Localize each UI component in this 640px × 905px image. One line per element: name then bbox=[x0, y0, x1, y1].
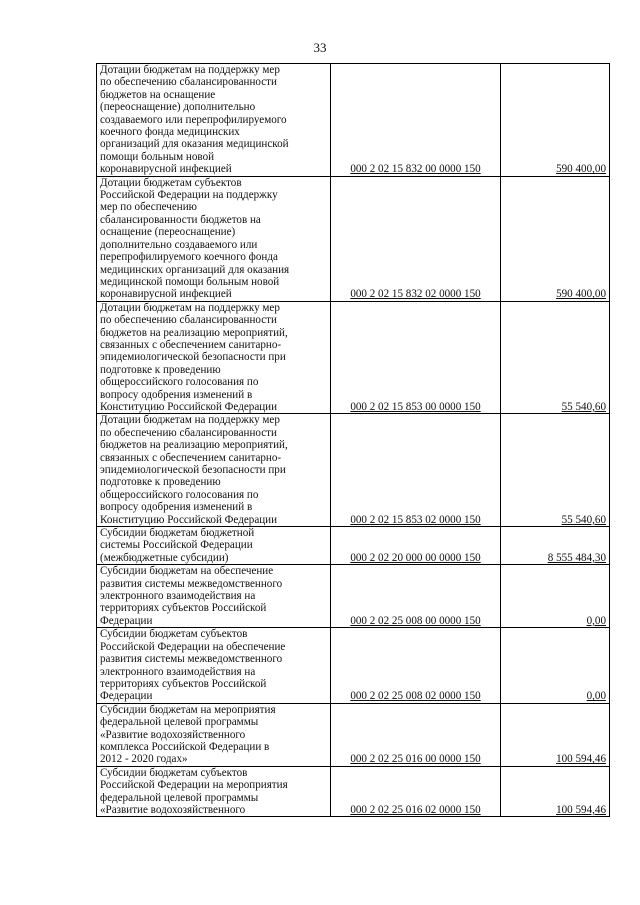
table-row bbox=[97, 176, 610, 301]
budget-revenue-table bbox=[96, 63, 610, 817]
amount-cell bbox=[501, 301, 610, 414]
revenue-name-cell bbox=[97, 565, 331, 628]
table-row bbox=[97, 703, 610, 766]
revenue-name-cell bbox=[97, 414, 331, 527]
table-row bbox=[97, 766, 610, 817]
revenue-name-cell bbox=[97, 628, 331, 703]
table-row bbox=[97, 414, 610, 527]
revenue-name: Субсидии бюджетам субъектов Российской Федерации на обеспечение развития системы межведомственного электронного взаимодействия на территориях субъектов Российской Федерации bbox=[100, 628, 286, 703]
revenue-name: Субсидии бюджетам на обеспечение развития системы межведомственного электронного взаимодействия на территориях субъектов Российской Федерации bbox=[100, 565, 283, 627]
budget-code-cell bbox=[331, 64, 501, 177]
revenue-name-cell bbox=[97, 703, 331, 766]
page-number: 33 bbox=[313, 40, 327, 55]
amount-value: 590 400,00 bbox=[556, 163, 606, 176]
budget-table-body bbox=[97, 64, 610, 817]
budget-code: 000 2 02 25 016 02 0000 150 bbox=[350, 803, 481, 816]
revenue-name: Дотации бюджетам на поддержку мер по обеспечению сбалансированности бюджетов на реализацию мероприятий, связанных с обеспечением санитарно- эпидемиологической безопасности при подготовке к проведению общероссийского голосования по вопросу одобрения изменений в Конституцию Российской Федерации bbox=[100, 301, 288, 413]
budget-code: 000 2 02 15 853 00 0000 150 bbox=[350, 400, 481, 413]
table-row bbox=[97, 64, 610, 177]
budget-code-cell bbox=[331, 703, 501, 766]
budget-code-cell bbox=[331, 176, 501, 301]
amount-cell bbox=[501, 703, 610, 766]
amount-value: 55 540,60 bbox=[561, 513, 606, 526]
table-row bbox=[97, 527, 610, 565]
revenue-name: Дотации бюджетам на поддержку мер по обеспечению сбалансированности бюджетов на оснащение (переоснащение) дополнительно создаваемого или перепрофилируемого коечного фонда медицинских организаций для оказания медицинской помощи больным новой коронавирусной инфекцией bbox=[100, 64, 289, 176]
budget-code-cell bbox=[331, 565, 501, 628]
budget-code-cell bbox=[331, 527, 501, 565]
amount-value: 8 555 484,30 bbox=[547, 551, 606, 564]
revenue-name: Дотации бюджетам на поддержку мер по обеспечению сбалансированности бюджетов на реализацию мероприятий, связанных с обеспечением санитарно- эпидемиологической безопасности при подготовке к проведению общероссийского голосования по вопросу одобрения изменений в Конституцию Российской Федерации bbox=[100, 414, 288, 526]
budget-code-cell bbox=[331, 628, 501, 703]
amount-value: 100 594,46 bbox=[556, 803, 606, 816]
amount-cell bbox=[501, 176, 610, 301]
table-row bbox=[97, 301, 610, 414]
amount-cell bbox=[501, 64, 610, 177]
amount-value: 55 540,60 bbox=[561, 400, 606, 413]
budget-code: 000 2 02 20 000 00 0000 150 bbox=[350, 551, 481, 564]
table-row bbox=[97, 565, 610, 628]
budget-code-cell bbox=[331, 414, 501, 527]
budget-code: 000 2 02 15 832 00 0000 150 bbox=[350, 163, 481, 176]
revenue-name-cell bbox=[97, 766, 331, 817]
amount-value: 0,00 bbox=[586, 614, 606, 627]
revenue-name-cell bbox=[97, 527, 331, 565]
budget-code-cell bbox=[331, 766, 501, 817]
amount-cell bbox=[501, 565, 610, 628]
budget-code: 000 2 02 25 008 02 0000 150 bbox=[350, 690, 481, 703]
revenue-name: Субсидии бюджетам на мероприятия федеральной целевой программы «Развитие водохозяйственного комплекса Российской Федерации в 2012 - 2020 годах» bbox=[100, 703, 276, 766]
budget-code: 000 2 02 25 008 00 0000 150 bbox=[350, 614, 481, 627]
budget-code-cell bbox=[331, 301, 501, 414]
budget-code: 000 2 02 25 016 00 0000 150 bbox=[350, 753, 481, 766]
revenue-name: Субсидии бюджетам бюджетной системы Российской Федерации (межбюджетные субсидии) bbox=[100, 527, 255, 564]
amount-value: 100 594,46 bbox=[556, 753, 606, 766]
amount-cell bbox=[501, 527, 610, 565]
budget-code: 000 2 02 15 853 02 0000 150 bbox=[350, 513, 481, 526]
amount-cell bbox=[501, 414, 610, 527]
amount-cell bbox=[501, 628, 610, 703]
amount-value: 0,00 bbox=[586, 690, 606, 703]
budget-code: 000 2 02 15 832 02 0000 150 bbox=[350, 288, 481, 301]
revenue-name: Субсидии бюджетам субъектов Российской Федерации на мероприятия федеральной целевой программы «Развитие водохозяйственного bbox=[100, 766, 288, 816]
amount-cell bbox=[501, 766, 610, 817]
revenue-name-cell bbox=[97, 176, 331, 301]
revenue-name-cell bbox=[97, 301, 331, 414]
table-row bbox=[97, 628, 610, 703]
revenue-name: Дотации бюджетам субъектов Российской Федерации на поддержку мер по обеспечению сбалансированности бюджетов на оснащение (переоснащение) дополнительно создаваемого или перепрофилируемого коечного фонда медицинских организаций для оказания медицинской помощи больным новой коронавирусной инфекцией bbox=[100, 176, 290, 301]
amount-value: 590 400,00 bbox=[556, 288, 606, 301]
revenue-name-cell bbox=[97, 64, 331, 177]
